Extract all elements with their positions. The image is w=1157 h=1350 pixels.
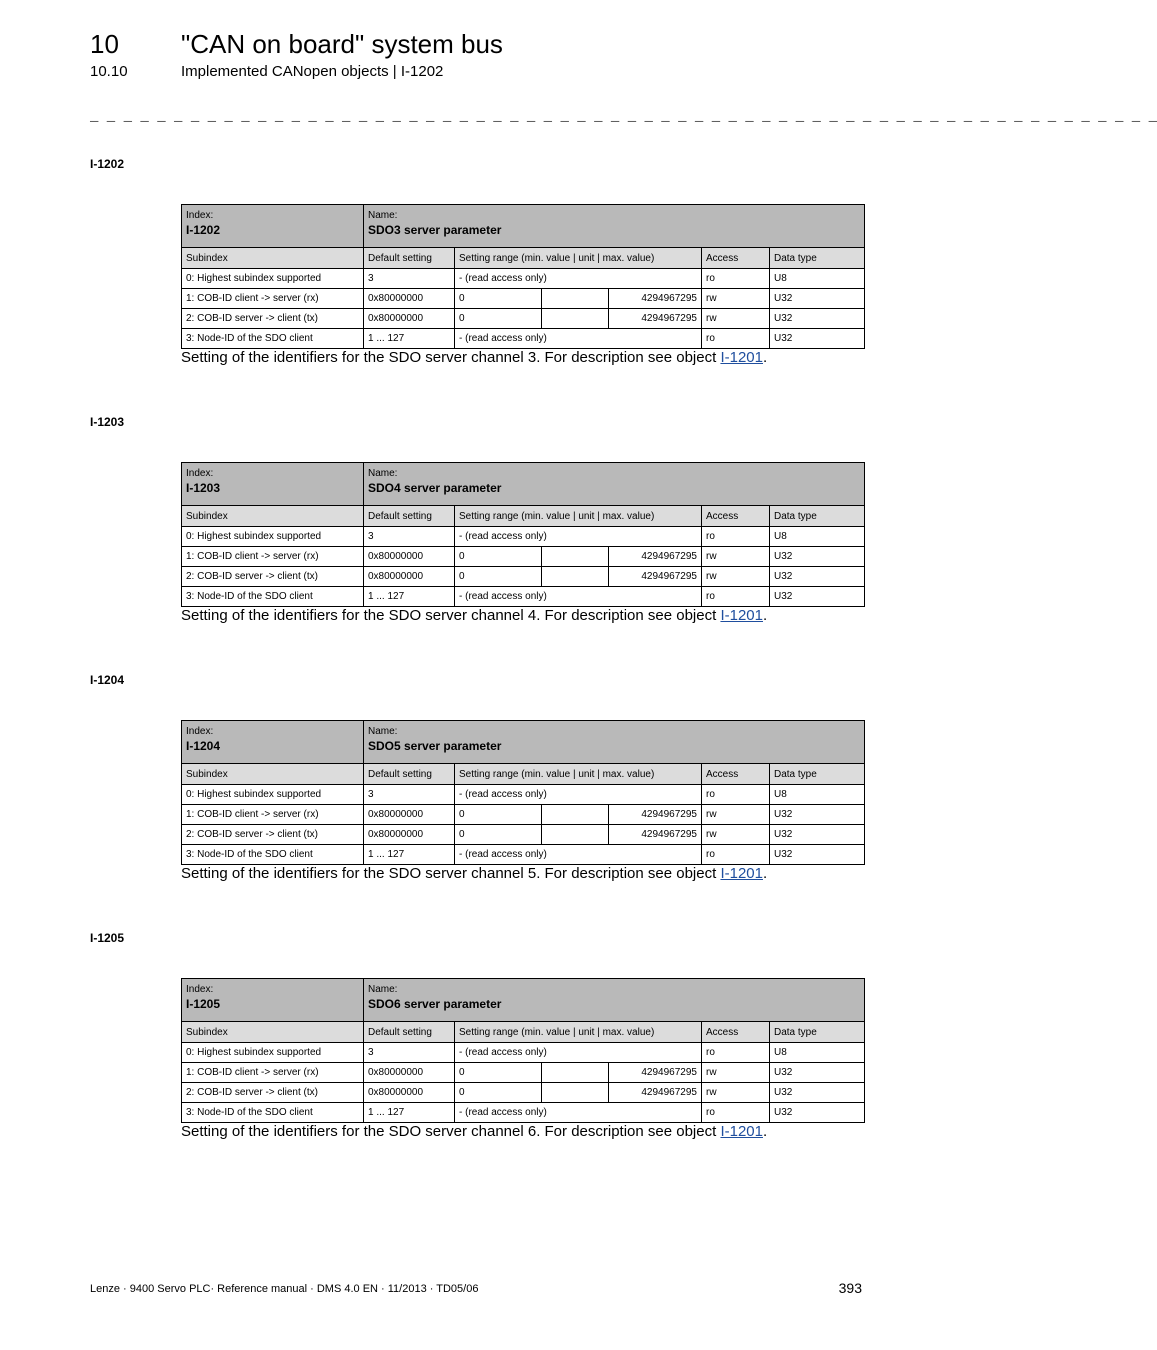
name-cell [364, 463, 865, 506]
section-heading [90, 62, 443, 82]
table-row: 2: COB-ID server -> client (tx) 0x80000000 0 4294967295 rw U32 [182, 567, 865, 587]
chapter-heading [90, 28, 503, 60]
index-label: Index: [186, 984, 214, 995]
index-value: I-1202 [186, 223, 221, 237]
object-table [181, 462, 865, 607]
index-label: Index: [186, 726, 214, 737]
index-cell [182, 721, 364, 764]
object-heading: I-1204 [90, 673, 125, 687]
object-table [181, 978, 865, 1123]
name-value: SDO6 server parameter [368, 997, 502, 1011]
name-label: Name: [368, 210, 398, 221]
link-i-1201[interactable]: I-1201 [720, 349, 763, 366]
table-row: 2: COB-ID server -> client (tx) 0x80000000 0 4294967295 rw U32 [182, 309, 865, 329]
table-row: 3: Node-ID of the SDO client 1 ... 127 - (read access only) ro U32 [182, 587, 865, 607]
link-i-1201[interactable]: I-1201 [720, 607, 763, 624]
col-subindex: Subindex [182, 506, 364, 527]
name-value: SDO4 server parameter [368, 481, 502, 495]
index-value: I-1203 [186, 481, 221, 495]
link-i-1201[interactable]: I-1201 [720, 865, 763, 882]
object-table [181, 204, 865, 349]
col-range: Setting range (min. value | unit | max. value) [455, 506, 702, 527]
object-description: Setting of the identifiers for the SDO server channel 3. For description see object I-1201. [181, 349, 768, 366]
index-value: I-1204 [186, 739, 221, 753]
col-datatype: Data type [770, 764, 865, 785]
table-row: 3: Node-ID of the SDO client 1 ... 127 - (read access only) ro U32 [182, 1103, 865, 1123]
table-row: 1: COB-ID client -> server (rx) 0x80000000 0 4294967295 rw U32 [182, 289, 865, 309]
table-row: 0: Highest subindex supported 3 - (read access only) ro U8 [182, 1043, 865, 1063]
col-access: Access [702, 1022, 770, 1043]
object-description: Setting of the identifiers for the SDO server channel 6. For description see object I-1201. [181, 1123, 768, 1140]
col-subindex: Subindex [182, 1022, 364, 1043]
object-description: Setting of the identifiers for the SDO server channel 4. For description see object I-1201. [181, 607, 768, 624]
table-row: 0: Highest subindex supported 3 - (read access only) ro U8 [182, 527, 865, 547]
table-row: 1: COB-ID client -> server (rx) 0x80000000 0 4294967295 rw U32 [182, 547, 865, 567]
table-row: 3: Node-ID of the SDO client 1 ... 127 - (read access only) ro U32 [182, 845, 865, 865]
column-header-row [182, 1022, 865, 1043]
name-value: SDO3 server parameter [368, 223, 502, 237]
name-cell [364, 979, 865, 1022]
object-description: Setting of the identifiers for the SDO server channel 5. For description see object I-1201. [181, 865, 768, 882]
col-access: Access [702, 506, 770, 527]
link-i-1201[interactable]: I-1201 [720, 1123, 763, 1140]
name-cell [364, 205, 865, 248]
col-datatype: Data type [770, 248, 865, 269]
col-default: Default setting [364, 1022, 455, 1043]
col-access: Access [702, 764, 770, 785]
section-number: 10.10 [90, 63, 128, 80]
table-row: 0: Highest subindex supported 3 - (read access only) ro U8 [182, 269, 865, 289]
chapter-title: "CAN on board" system bus [181, 29, 503, 59]
table-row: 0: Highest subindex supported 3 - (read access only) ro U8 [182, 785, 865, 805]
col-range: Setting range (min. value | unit | max. value) [455, 764, 702, 785]
page-footer: Lenze · 9400 Servo PLC· Reference manual · DMS 4.0 EN · 11/2013 · TD05/06 [90, 1283, 479, 1295]
index-cell [182, 463, 364, 506]
index-value: I-1205 [186, 997, 221, 1011]
name-value: SDO5 server parameter [368, 739, 502, 753]
name-label: Name: [368, 984, 398, 995]
column-header-row [182, 248, 865, 269]
section-title: Implemented CANopen objects | I-1202 [181, 63, 444, 80]
chapter-number: 10 [90, 29, 119, 59]
table-row: 1: COB-ID client -> server (rx) 0x80000000 0 4294967295 rw U32 [182, 1063, 865, 1083]
name-label: Name: [368, 726, 398, 737]
col-range: Setting range (min. value | unit | max. value) [455, 1022, 702, 1043]
table-row: 2: COB-ID server -> client (tx) 0x80000000 0 4294967295 rw U32 [182, 825, 865, 845]
index-cell [182, 979, 364, 1022]
col-access: Access [702, 248, 770, 269]
name-label: Name: [368, 468, 398, 479]
object-heading: I-1203 [90, 415, 125, 429]
col-default: Default setting [364, 764, 455, 785]
col-range: Setting range (min. value | unit | max. value) [455, 248, 702, 269]
col-subindex: Subindex [182, 248, 364, 269]
column-header-row [182, 506, 865, 527]
table-row: 3: Node-ID of the SDO client 1 ... 127 - (read access only) ro U32 [182, 329, 865, 349]
col-datatype: Data type [770, 506, 865, 527]
object-table [181, 720, 865, 865]
table-row: 2: COB-ID server -> client (tx) 0x80000000 0 4294967295 rw U32 [182, 1083, 865, 1103]
col-datatype: Data type [770, 1022, 865, 1043]
table-row: 1: COB-ID client -> server (rx) 0x80000000 0 4294967295 rw U32 [182, 805, 865, 825]
object-heading: I-1202 [90, 157, 125, 171]
col-default: Default setting [364, 248, 455, 269]
page-number: 393 [838, 1280, 862, 1296]
col-default: Default setting [364, 506, 455, 527]
object-heading: I-1205 [90, 931, 125, 945]
index-label: Index: [186, 468, 214, 479]
column-header-row [182, 764, 865, 785]
col-subindex: Subindex [182, 764, 364, 785]
index-cell [182, 205, 364, 248]
name-cell [364, 721, 865, 764]
index-label: Index: [186, 210, 214, 221]
header-rule: _ _ _ _ _ _ _ _ _ _ _ _ _ _ _ _ _ _ _ _ _ _ _ _ _ _ _ _ _ _ _ _ _ _ _ _ _ _ _ _ _ _ _ _ _ _ _ _ _ _ _ _ _ _ _ _ _ _ _ _ _ _ _ _ [90, 109, 1157, 125]
